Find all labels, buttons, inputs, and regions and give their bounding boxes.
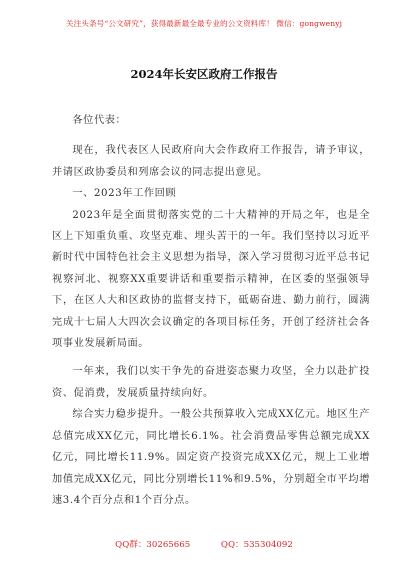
footer-contact: [0, 538, 408, 550]
document-title: 2024年长安区政府工作报告: [130, 67, 278, 81]
qq-number: QQ：535304092: [220, 540, 293, 550]
qq-group-number: QQ群：30265665: [115, 540, 191, 550]
paragraph-economy: 综合实力稳步提升。一般公共预算收入完成XX亿元。地区生产总值完成XX亿元，同比增长6.1%。社会消费品零售总额完成XX亿元，同比增长11.9%。固定资产投资完成XX亿元，规上工业增加值完成XX亿元，同比分别增长11%和9.5%，分别超全市平均增速3.4个百分点和1个百分点。: [52, 409, 370, 506]
header-banner: 关注头条号“公文研究”，获得最新最全最专业的公文资料库！ 微信：gongwenyj: [65, 19, 343, 28]
section-heading: 一、2023年工作回顾: [72, 188, 177, 200]
salutation: 各位代表：: [72, 115, 127, 126]
paragraph-summary: 一年来，我们以实干争先的奋进姿态聚力攻坚，全力以赴扩投资、促消费，发展质量持续向好。: [52, 366, 370, 399]
paragraph-overview: 2023年是全面贯彻落实党的二十大精神的开局之年，也是全区上下知重负重、攻坚克难、埋头苦干的一年。我们坚持以习近平新时代中国特色社会主义思想为指导，深入学习贯彻习近平总书记视察河北、视察XX重要讲话和重要指示精神，在区委的坚强领导下，在区人大和区政协的监督支持下，砥砺奋进、勤力前行，圆满完成十七届人大四次会议确定的各项目标任务，开创了经济社会各项事业发展新局面。: [52, 209, 370, 350]
document-body: [52, 110, 370, 511]
paragraph-intro: 现在，我代表区人民政府向大会作政府工作报告，请予审议，并请区政协委员和列席会议的同志提出意见。: [52, 145, 370, 178]
